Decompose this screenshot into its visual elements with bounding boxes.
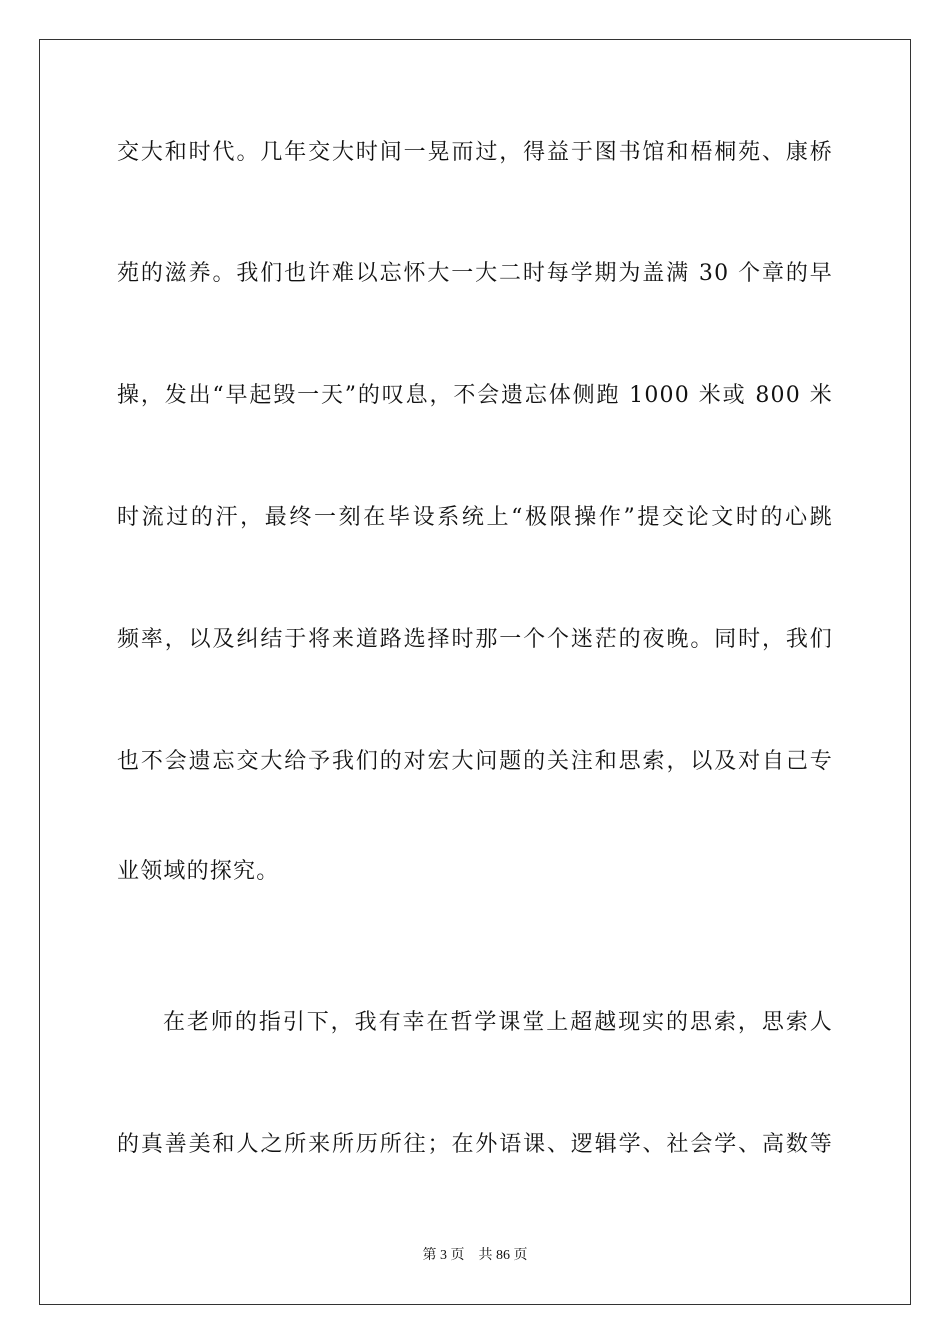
paragraph-line: 操，发出“早起毁一天”的叹息，不会遗忘体侧跑 1000 米或 800 米 — [117, 383, 833, 408]
paragraph-line: 的真善美和人之所来所历所往；在外语课、逻辑学、社会学、高数等 — [117, 1132, 833, 1157]
page-total: 共 86 页 — [478, 1248, 528, 1263]
paragraph-line: 业领域的探究。 — [117, 859, 280, 884]
paragraph-line: 苑的滋养。我们也许难以忘怀大一大二时每学期为盖满 30 个章的早 — [117, 261, 833, 286]
paragraph-line: 在老师的指引下，我有幸在哲学课堂上超越现实的思索，思索人 — [163, 1010, 833, 1035]
paragraph-line: 频率，以及纠结于将来道路选择时那一个个迷茫的夜晚。同时，我们 — [117, 627, 833, 652]
paragraph-line: 时流过的汗，最终一刻在毕设系统上“极限操作”提交论文时的心跳 — [117, 505, 833, 530]
page-frame — [39, 39, 911, 1305]
page-number: 第 3 页 — [422, 1248, 465, 1263]
paragraph-line: 也不会遗忘交大给予我们的对宏大问题的关注和思索，以及对自己专 — [117, 749, 833, 774]
page-footer — [0, 1246, 950, 1266]
paragraph-line: 交大和时代。几年交大时间一晃而过，得益于图书馆和梧桐苑、康桥 — [117, 140, 833, 165]
